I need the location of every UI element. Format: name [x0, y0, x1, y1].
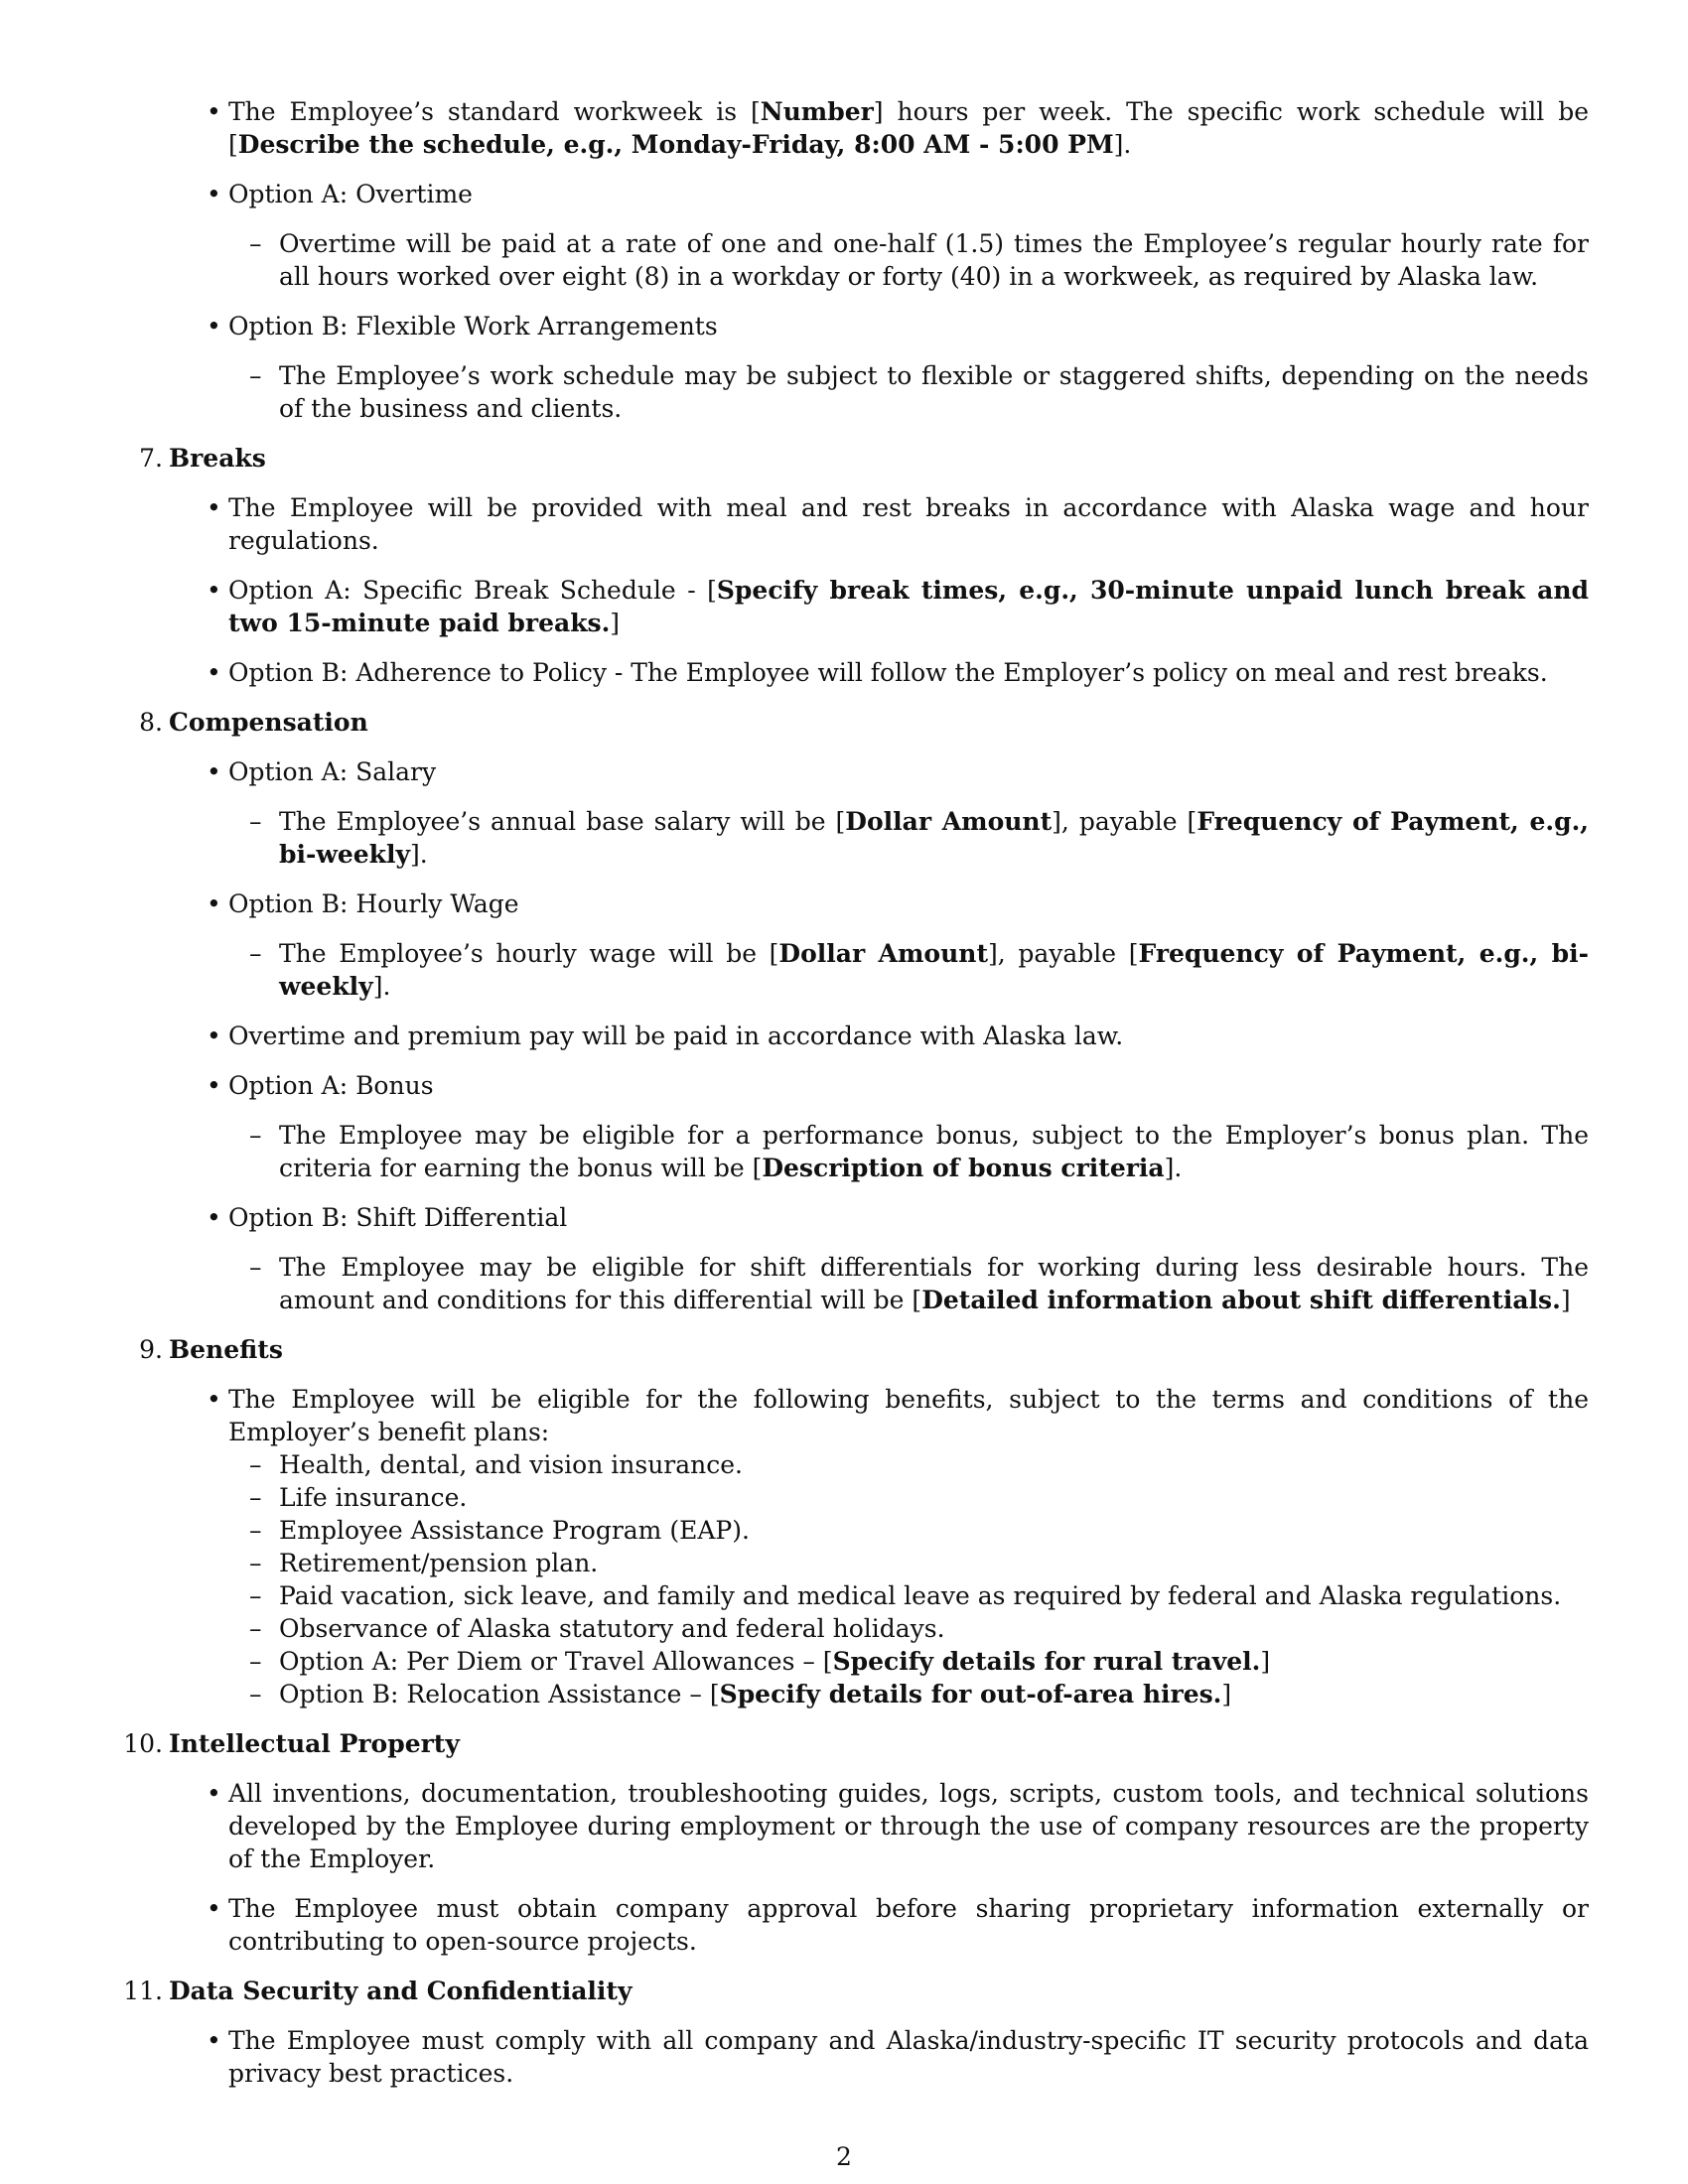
section-number: 7. [139, 444, 163, 473]
text: ], payable [ [988, 939, 1139, 968]
text: ] [1560, 1286, 1571, 1314]
text: Option A: Per Diem or Travel Allowances – [ [279, 1647, 833, 1676]
text: ]. [1164, 1154, 1183, 1182]
workweek-bullet [129, 95, 1589, 161]
list-item: – Retirement/pension plan. [129, 1547, 1589, 1579]
shift-differential-bullet: • Option B: Shift Differential [129, 1201, 1589, 1234]
benefits-bullet: • The Employee will be eligible for the following benefits, subject to the terms and conditions of the Employer’s benefit plans: [129, 1383, 1589, 1448]
section-title: Benefits [169, 1335, 283, 1364]
section-7-heading [129, 442, 1589, 475]
text: ] hours per week. The specific work schedule will be [ [228, 97, 1590, 159]
salary-detail [129, 805, 1589, 871]
overtime-premium-bullet: • Overtime and premium pay will be paid in accordance with Alaska law. [129, 1020, 1589, 1052]
section-title: Intellectual Property [169, 1729, 460, 1758]
page-number: 2 [836, 2142, 852, 2171]
text: ]. [372, 972, 391, 1001]
placeholder-bonus-criteria: Description of bonus criteria [762, 1154, 1165, 1182]
list-item: – Observance of Alaska statutory and federal holidays. [129, 1612, 1589, 1645]
breaks-bullet-2 [129, 574, 1589, 639]
section-title: Breaks [169, 444, 266, 473]
section-title: Data Security and Confidentiality [169, 1977, 633, 2005]
bonus-bullet: • Option A: Bonus [129, 1069, 1589, 1102]
text: ] [610, 609, 621, 637]
document-body [123, 95, 1590, 2107]
breaks-bullet-3: • Option B: Adherence to Policy - The Employee will follow the Employer’s policy on meal and rest breaks. [129, 656, 1589, 689]
section-number: 9. [139, 1335, 163, 1364]
benefits-list [129, 1448, 1589, 1710]
placeholder-break-times: Specify break times, e.g., 30-minute unpaid lunch break and two 15-minute paid breaks. [228, 576, 1589, 637]
section-number: 11. [123, 1977, 163, 2005]
placeholder-frequency: Frequency of Payment, e.g., bi-weekly [279, 807, 1589, 869]
placeholder-relocation: Specify details for out-of-area hires. [719, 1680, 1222, 1708]
list-item: – Health, dental, and vision insurance. [129, 1448, 1589, 1481]
ip-bullet-2: • The Employee must obtain company approval before sharing proprietary information externally or contributing to open-source projects. [129, 1892, 1589, 1958]
section-title: Compensation [169, 708, 368, 737]
section-8-heading [129, 706, 1589, 739]
section-number: 8. [139, 708, 163, 737]
text: The Employee’s hourly wage will be [ [279, 939, 779, 968]
hourly-detail [129, 937, 1589, 1003]
list-item: – Paid vacation, sick leave, and family and medical leave as required by federal and Alaska regulations. [129, 1579, 1589, 1612]
salary-bullet: • Option A: Salary [129, 755, 1589, 788]
text: The Employee may be eligible for a performance bonus, subject to the Employer’s bonus plan. The criteria for earning the bonus will be [ [279, 1121, 1589, 1182]
option-flexible-bullet: • Option B: Flexible Work Arrangements [129, 310, 1589, 342]
section-10-heading [123, 1727, 1589, 1760]
placeholder-number: Number [760, 97, 874, 126]
breaks-bullet-1: • The Employee will be provided with meal and rest breaks in accordance with Alaska wage and hour regulations. [129, 491, 1589, 557]
section-number: 10. [123, 1729, 163, 1758]
section-11-heading [123, 1975, 1589, 2007]
placeholder-shift-info: Detailed information about shift differentials. [921, 1286, 1561, 1314]
text: ]. [1113, 130, 1132, 159]
bonus-detail [129, 1119, 1589, 1184]
placeholder-schedule: Describe the schedule, e.g., Monday-Friday, 8:00 AM - 5:00 PM [237, 130, 1114, 159]
overtime-detail: – Overtime will be paid at a rate of one and one-half (1.5) times the Employee’s regular hourly rate for all hours worked over eight (8) in a workday or forty (40) in a workweek, as required by Alaska law. [129, 227, 1589, 293]
ip-bullet-1: • All inventions, documentation, troubleshooting guides, logs, scripts, custom tools, and technical solutions developed by the Employee during employment or through the use of company resources are the property of the Employer. [129, 1777, 1589, 1875]
text: Option A: Specific Break Schedule - [ [228, 576, 717, 605]
shift-differential-detail [129, 1251, 1589, 1316]
list-item: – Life insurance. [129, 1481, 1589, 1514]
text: The Employee’s annual base salary will be [ [279, 807, 846, 836]
hourly-bullet: • Option B: Hourly Wage [129, 887, 1589, 920]
text: The Employee’s standard workweek is [ [228, 97, 761, 126]
option-overtime-bullet: • Option A: Overtime [129, 178, 1589, 210]
list-item-relocation [129, 1678, 1589, 1710]
placeholder-amount: Dollar Amount [845, 807, 1053, 836]
section-9-heading [129, 1333, 1589, 1366]
list-item: – Employee Assistance Program (EAP). [129, 1514, 1589, 1547]
placeholder-rural-travel: Specify details for rural travel. [832, 1647, 1261, 1676]
security-bullet-1: • The Employee must comply with all company and Alaska/industry-specific IT security protocols and data privacy best practices. [129, 2024, 1589, 2090]
placeholder-amount: Dollar Amount [778, 939, 988, 968]
text: ]. [410, 840, 428, 869]
text: ], payable [ [1052, 807, 1197, 836]
text: ] [1260, 1647, 1271, 1676]
placeholder-frequency: Frequency of Payment, e.g., bi-weekly [279, 939, 1589, 1001]
text: The Employee may be eligible for shift differentials for working during less desirable hours. The amount and conditions for this differential will be [ [279, 1253, 1589, 1314]
text: ] [1221, 1680, 1232, 1708]
list-item-per-diem [129, 1645, 1589, 1678]
text: Option B: Relocation Assistance – [ [279, 1680, 720, 1708]
flexible-detail: – The Employee’s work schedule may be subject to flexible or staggered shifts, depending on the needs of the business and clients. [129, 359, 1589, 425]
